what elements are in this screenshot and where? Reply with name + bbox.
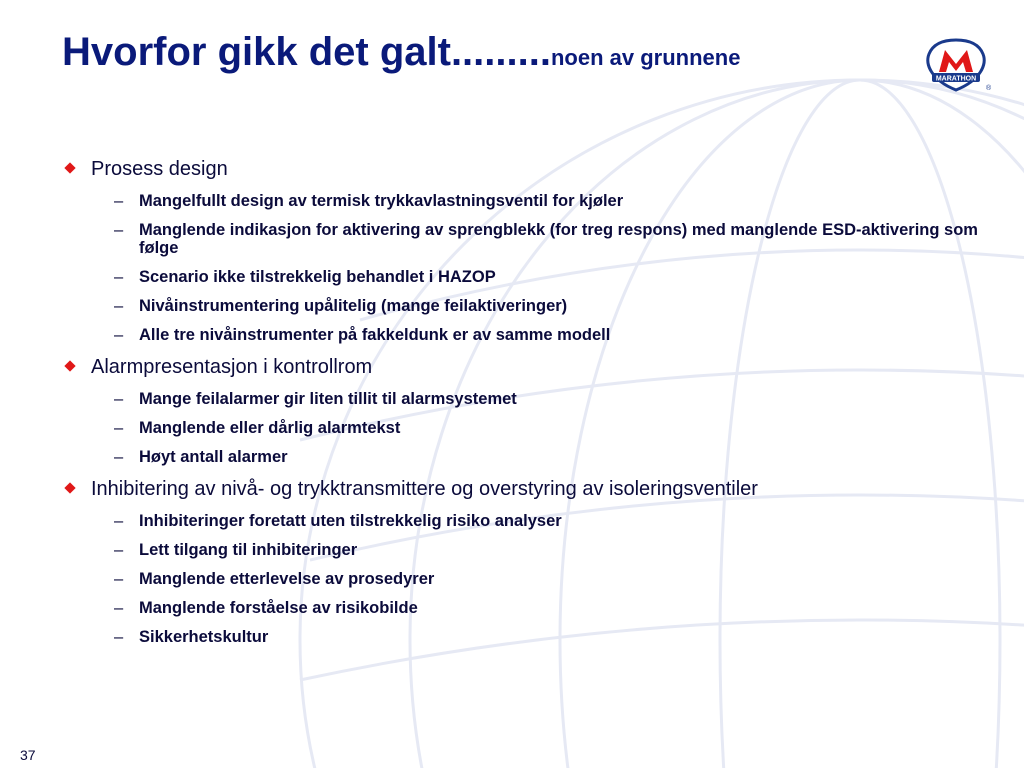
sub-bullet-text: Inhibiteringer foretatt uten tilstrekkelig risiko analyser [139,512,562,530]
logo-wordmark: MARATHON [935,75,977,83]
dash-bullet: – [114,419,124,437]
sub-bullet [114,541,984,559]
dash-bullet: – [114,570,124,588]
sub-bullet [114,390,984,408]
dash-bullet: – [114,541,124,559]
section-label: Inhibitering av nivå- og trykktransmittere og overstyring av isoleringsventiler [91,478,758,500]
dash-bullet: – [114,268,124,286]
title-sub: noen av grunnene [550,45,741,70]
sub-bullet-text: Lett tilgang til inhibiteringer [139,541,358,559]
dash-bullet: – [114,512,124,530]
dash-bullet: – [114,297,124,315]
page-number: 37 [20,747,36,763]
dash-bullet: – [114,221,124,239]
sub-bullet [114,268,984,286]
title-main: Hvorfor gikk det galt......... [62,30,551,74]
section-alarmpresentasjon [64,354,984,466]
section-prosess-design [64,156,984,344]
dash-bullet: – [114,628,124,646]
section-label: Alarmpresentasjon i kontrollrom [91,356,373,378]
sub-bullet-text: Mangelfullt design av termisk trykkavlastningsventil for kjøler [139,192,624,210]
sub-bullet [114,570,984,588]
dash-bullet: – [114,326,124,344]
sub-bullet-text: Manglende etterlevelse av prosedyrer [139,570,435,588]
bullet-level1 [64,354,984,380]
bullet-level1 [64,476,984,502]
sub-bullet-text: Mange feilalarmer gir liten tillit til alarmsystemet [139,390,517,408]
sub-bullet [114,628,984,646]
sub-bullet-text: Manglende indikasjon for aktivering av sprengblekk (for treg respons) med manglende ESD-aktivering som følge [139,221,978,257]
sub-bullet [114,192,984,210]
sub-bullet [114,448,984,466]
bullet-level1 [64,156,984,182]
dash-bullet: – [114,390,124,408]
dash-bullet: – [114,448,124,466]
sub-bullet [114,221,984,257]
section-inhibitering [64,476,984,646]
sub-bullet-text: Scenario ikke tilstrekkelig behandlet i HAZOP [139,268,496,286]
sub-bullet [114,326,984,344]
logo-registered-mark: ® [986,85,992,92]
sub-bullet [114,419,984,437]
sub-bullet-text: Alle tre nivåinstrumenter på fakkeldunk er av samme modell [139,326,611,344]
sub-bullet-text: Manglende eller dårlig alarmtekst [139,419,401,437]
sub-bullet-text: Høyt antall alarmer [139,448,288,466]
sub-bullet [114,297,984,315]
sub-bullet [114,512,984,530]
dash-bullet: – [114,192,124,210]
red-diamond-bullet-icon [64,360,75,371]
dash-bullet: – [114,599,124,617]
red-diamond-bullet-icon [64,482,75,493]
sub-bullet-text: Nivåinstrumentering upålitelig (mange feilaktiveringer) [139,297,568,315]
marathon-logo [919,38,993,94]
sub-bullet-text: Manglende forståelse av risikobilde [139,599,418,617]
red-diamond-bullet-icon [64,162,75,173]
slide-title [62,30,740,75]
section-label: Prosess design [91,158,228,180]
sub-bullet-text: Sikkerhetskultur [139,628,269,646]
sub-bullet [114,599,984,617]
bullet-content [64,156,984,656]
